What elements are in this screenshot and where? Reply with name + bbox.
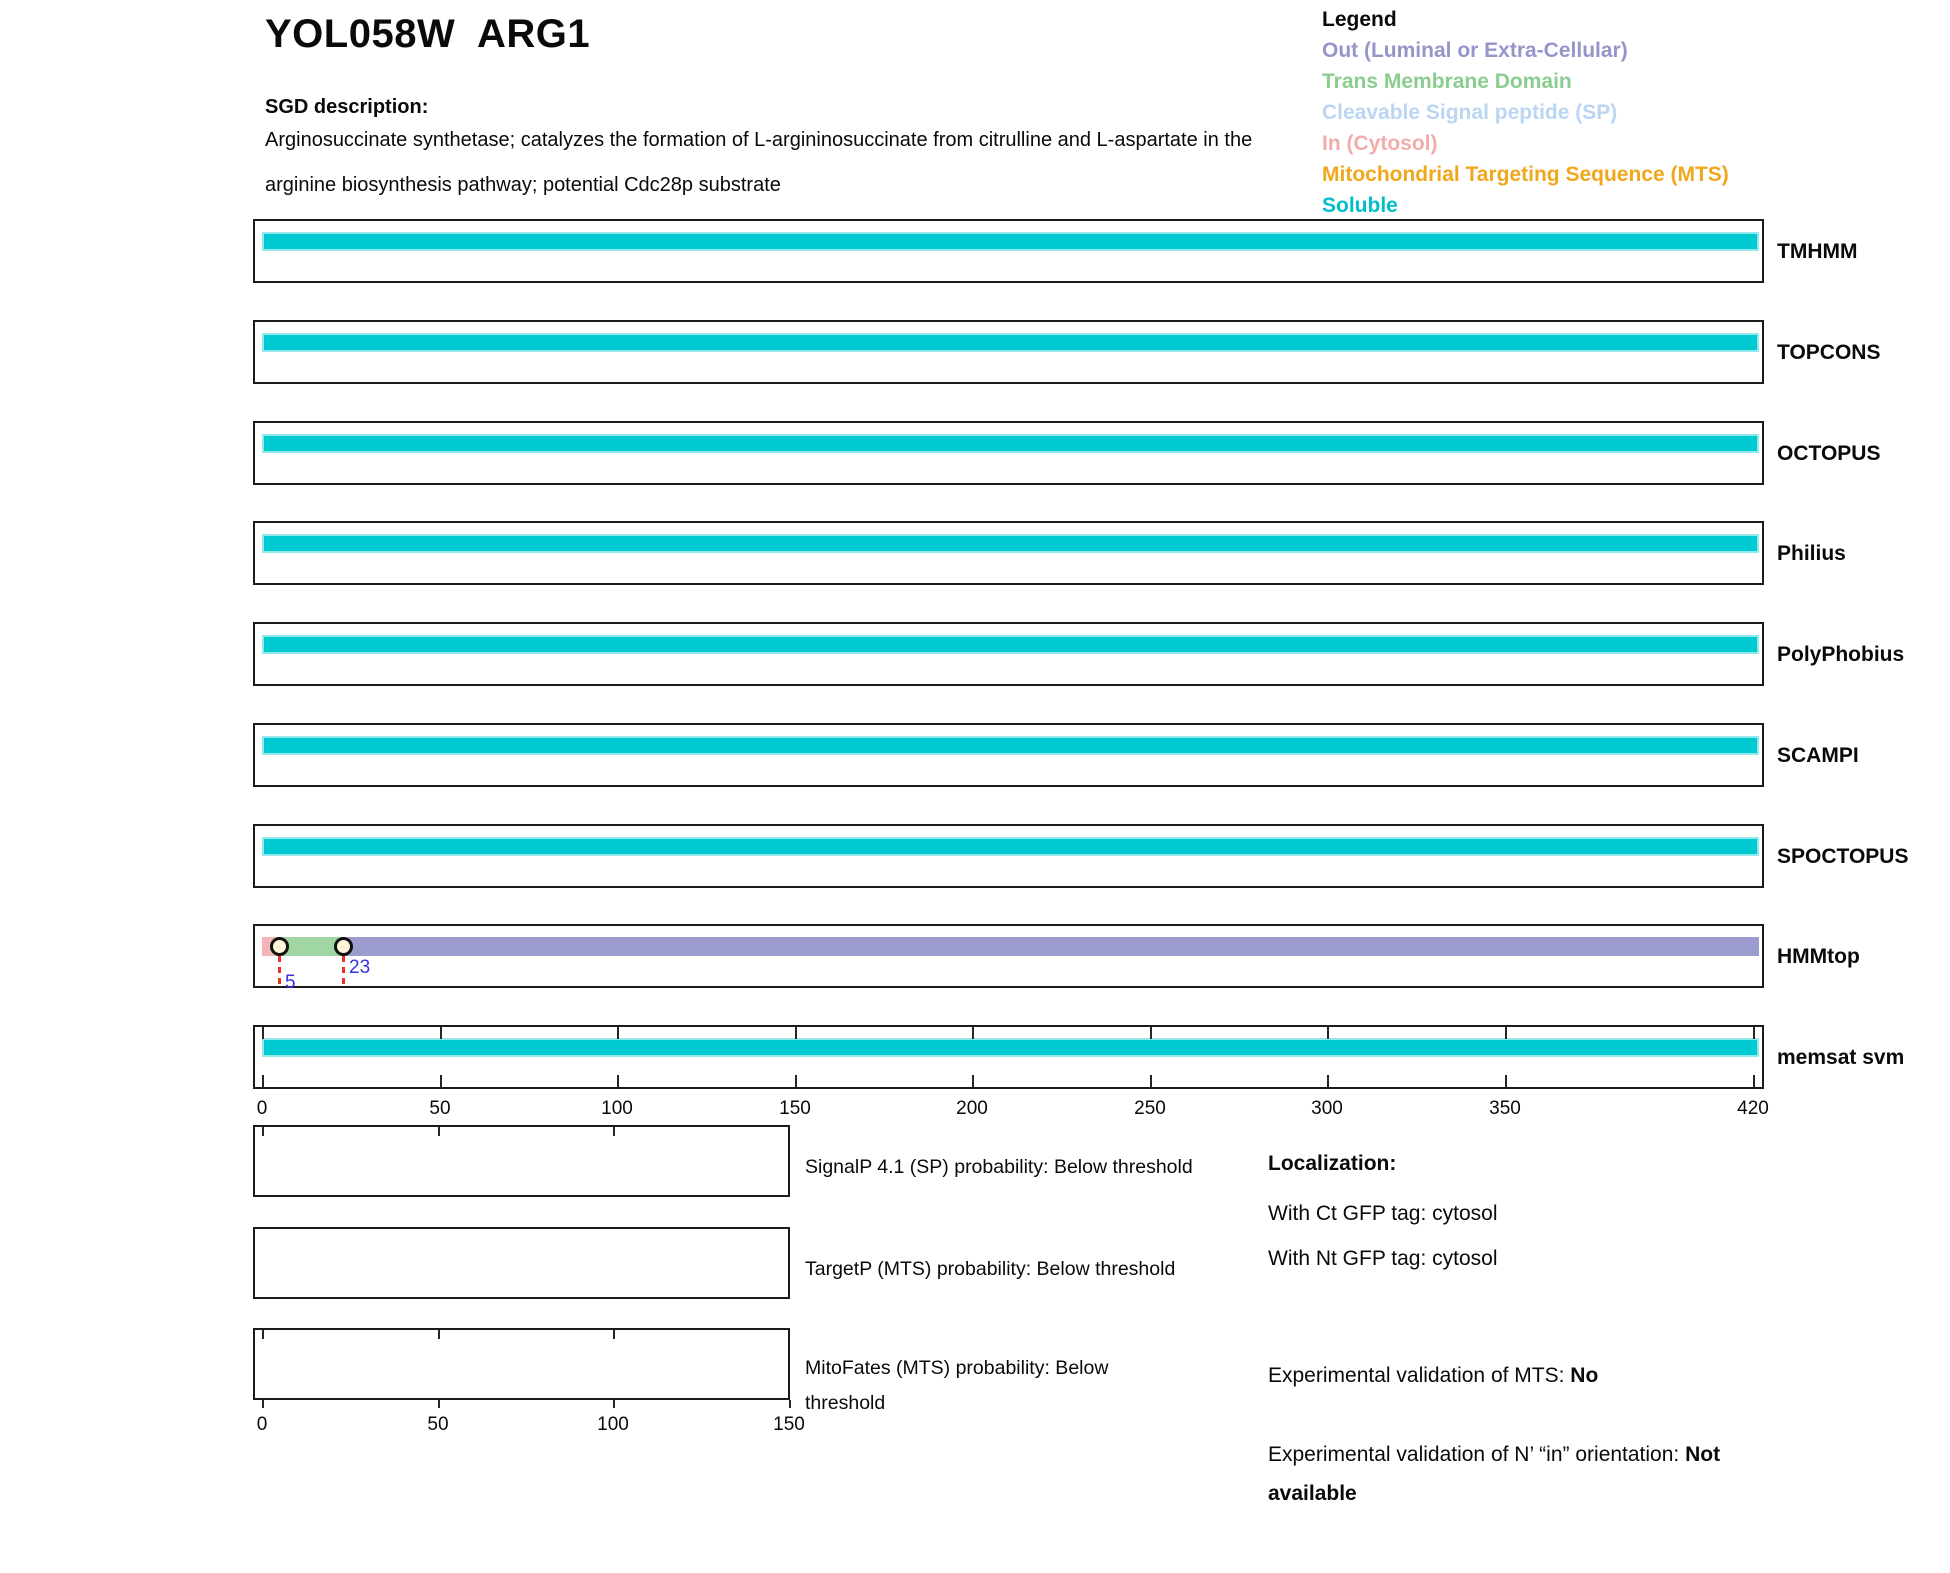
ruler-tick-top-420 <box>1753 1027 1755 1039</box>
ruler-tick-bottom-150 <box>795 1075 797 1087</box>
orientation-validation-line <box>1268 1435 1813 1513</box>
track-label-TOPCONS: TOPCONS <box>1777 341 1881 364</box>
ruler-tick-top-300 <box>1327 1027 1329 1039</box>
track-label-memsat svm: memsat svm <box>1777 1046 1905 1069</box>
segment-memsat svm-0 <box>262 1038 1759 1057</box>
axis-label-100: 100 <box>601 1098 633 1119</box>
plot-axis-label-50: 50 <box>427 1414 449 1435</box>
segment-OCTOPUS-0 <box>262 434 1759 453</box>
orientation-validation-label: Experimental validation of N’ “in” orientation: <box>1268 1443 1686 1466</box>
mts-validation-label: Experimental validation of MTS: <box>1268 1364 1571 1387</box>
topology-marker-23 <box>334 937 353 956</box>
plot-tick-top-SignalP-50 <box>438 1127 440 1136</box>
track-label-HMMtop: HMMtop <box>1777 945 1860 968</box>
segment-SCAMPI-0 <box>262 736 1759 755</box>
segment-TOPCONS-0 <box>262 333 1759 352</box>
segment-TMHMM-0 <box>262 232 1759 251</box>
ruler-tick-top-0 <box>262 1027 264 1039</box>
track-label-Philius: Philius <box>1777 542 1846 565</box>
plot-tick-top-MitoFates-100 <box>613 1330 615 1339</box>
legend-items <box>1322 35 1729 221</box>
marker-number-5: 5 <box>285 972 296 993</box>
ruler-tick-top-250 <box>1150 1027 1152 1039</box>
plot-tick-bottom-MitoFates-0 <box>262 1400 264 1408</box>
plot-tick-top-MitoFates-0 <box>262 1330 264 1339</box>
plot-tick-top-SignalP-100 <box>613 1127 615 1136</box>
axis-label-200: 200 <box>956 1098 988 1119</box>
ruler-tick-bottom-100 <box>617 1075 619 1087</box>
sgd-description-text: Arginosuccinate synthetase; catalyzes the formation of L-argininosuccinate from citrulline and L-aspartate in the arginine biosynthesis pathway; potential Cdc28p substrate <box>265 129 1253 196</box>
sgd-description-label: SGD description: <box>265 96 429 118</box>
ruler-tick-top-350 <box>1505 1027 1507 1039</box>
plot-tick-top-MitoFates-50 <box>438 1330 440 1339</box>
ruler-tick-top-50 <box>440 1027 442 1039</box>
plot-label-MitoFates: MitoFates (MTS) probability: Below threshold <box>805 1357 1109 1414</box>
plot-box-SignalP <box>253 1125 790 1197</box>
axis-label-50: 50 <box>429 1098 451 1119</box>
segment-HMMtop-2 <box>344 937 1759 956</box>
mts-validation-line <box>1268 1364 1598 1388</box>
legend-item-0: Out (Luminal or Extra-Cellular) <box>1322 39 1628 62</box>
ct-gfp-line: With Ct GFP tag: cytosol <box>1268 1202 1498 1225</box>
track-label-SCAMPI: SCAMPI <box>1777 744 1859 767</box>
plot-axis-label-100: 100 <box>597 1414 629 1435</box>
plot-box-TargetP <box>253 1227 790 1299</box>
ruler-tick-bottom-300 <box>1327 1075 1329 1087</box>
plot-tick-top-SignalP-0 <box>262 1127 264 1136</box>
track-box-memsat svm <box>253 1025 1764 1089</box>
track-box-SCAMPI <box>253 723 1764 787</box>
ruler-tick-top-150 <box>795 1027 797 1039</box>
plot-label-TargetP: TargetP (MTS) probability: Below threshold <box>805 1258 1176 1280</box>
ruler-tick-bottom-420 <box>1753 1075 1755 1087</box>
track-box-PolyPhobius <box>253 622 1764 686</box>
plot-box-MitoFates <box>253 1328 790 1400</box>
boundary-dash-23 <box>342 956 345 985</box>
orientation-validation-value: Not available <box>1268 1443 1721 1505</box>
track-box-TOPCONS <box>253 320 1764 384</box>
legend-item-5: Soluble <box>1322 194 1398 217</box>
segment-SPOCTOPUS-0 <box>262 837 1759 856</box>
axis-label-300: 300 <box>1311 1098 1343 1119</box>
marker-number-23: 23 <box>349 957 371 978</box>
axis-label-250: 250 <box>1134 1098 1166 1119</box>
ruler-tick-bottom-0 <box>262 1075 264 1087</box>
legend-item-1: Trans Membrane Domain <box>1322 70 1572 93</box>
ruler-tick-top-100 <box>617 1027 619 1039</box>
track-box-Philius <box>253 521 1764 585</box>
segment-Philius-0 <box>262 534 1759 553</box>
topology-marker-5 <box>270 937 289 956</box>
track-label-OCTOPUS: OCTOPUS <box>1777 442 1881 465</box>
axis-label-0: 0 <box>256 1098 268 1119</box>
ruler-tick-bottom-200 <box>972 1075 974 1087</box>
axis-label-420: 420 <box>1737 1098 1769 1119</box>
nt-gfp-line: With Nt GFP tag: cytosol <box>1268 1247 1498 1270</box>
plot-axis-label-0: 0 <box>256 1414 268 1435</box>
ruler-tick-bottom-250 <box>1150 1075 1152 1087</box>
segment-PolyPhobius-0 <box>262 635 1759 654</box>
legend-item-4: Mitochondrial Targeting Sequence (MTS) <box>1322 163 1729 186</box>
legend-item-2: Cleavable Signal peptide (SP) <box>1322 101 1618 124</box>
track-label-TMHMM: TMHMM <box>1777 240 1858 263</box>
track-box-TMHMM <box>253 219 1764 283</box>
axis-label-350: 350 <box>1489 1098 1521 1119</box>
track-box-OCTOPUS <box>253 421 1764 485</box>
legend-item-3: In (Cytosol) <box>1322 132 1438 155</box>
mts-validation-value: No <box>1570 1364 1599 1387</box>
legend <box>1322 4 1729 221</box>
track-label-PolyPhobius: PolyPhobius <box>1777 643 1905 666</box>
track-box-SPOCTOPUS <box>253 824 1764 888</box>
track-label-SPOCTOPUS: SPOCTOPUS <box>1777 845 1909 868</box>
plot-tick-bottom-MitoFates-150 <box>789 1400 791 1408</box>
track-box-HMMtop <box>253 924 1764 988</box>
plot-label-SignalP: SignalP 4.1 (SP) probability: Below threshold <box>805 1156 1193 1178</box>
plot-tick-bottom-MitoFates-100 <box>613 1400 615 1408</box>
boundary-dash-5 <box>278 956 281 985</box>
localization-title: Localization: <box>1268 1152 1397 1175</box>
ruler-tick-bottom-350 <box>1505 1075 1507 1087</box>
legend-title: Legend <box>1322 8 1397 31</box>
page-title: YOL058W ARG1 <box>265 12 591 56</box>
ruler-tick-bottom-50 <box>440 1075 442 1087</box>
plot-axis-label-150: 150 <box>773 1414 805 1435</box>
ruler-tick-top-200 <box>972 1027 974 1039</box>
plot-tick-bottom-MitoFates-50 <box>438 1400 440 1408</box>
axis-label-150: 150 <box>779 1098 811 1119</box>
